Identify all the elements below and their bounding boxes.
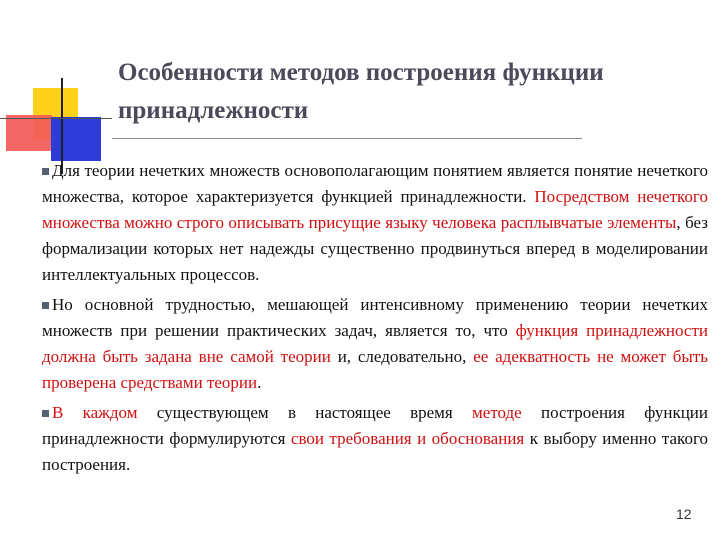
highlighted-text: ее адекватность не может быть проверена средствами теории <box>42 347 708 392</box>
square-bullet-icon <box>42 302 49 309</box>
slide-body <box>42 158 708 482</box>
highlighted-text: Посредством нечеткого множества можно строго описывать присущие языку человека расплывчатые элементы <box>42 187 708 232</box>
text-segment: к выбору именно такого построения. <box>42 429 708 474</box>
highlighted-text: свои требования и обоснования <box>290 429 525 448</box>
decor-horizontal-line <box>0 118 112 119</box>
square-bullet-icon <box>42 168 49 175</box>
paragraph-3 <box>42 400 708 478</box>
title-underline <box>112 138 582 139</box>
text-segment: . <box>257 373 262 392</box>
text-segment: Для теории нечетких множеств основополагающим понятием является понятие нечеткого множества, которое характеризуется функцией принадлежности. <box>42 161 708 206</box>
slide-title: Особенности методов построения функции принадлежности <box>118 59 604 124</box>
highlighted-text: В каждом <box>52 403 138 422</box>
text-segment: построения функции принадлежности формулируются <box>42 403 708 448</box>
highlighted-text: методе <box>472 403 522 422</box>
text-segment: , без формализации которых нет надежды существенно продвинуться вперед в моделировании интеллектуальных процессов. <box>42 213 708 284</box>
square-bullet-icon <box>42 410 49 417</box>
page-number: 12 <box>676 506 692 522</box>
text-segment: существующем в настоящее время <box>137 403 473 422</box>
text-segment: Но основной трудностью, мешающей интенсивному применению теории нечетких множеств при решении практических задач, является то, что <box>42 295 708 340</box>
decor-red-square <box>6 115 52 151</box>
paragraph-2 <box>42 292 708 396</box>
highlighted-text: функция принадлежности должна быть задана вне самой теории <box>42 321 708 366</box>
paragraph-1 <box>42 158 708 288</box>
text-segment: и, следовательно, <box>330 347 474 366</box>
decor-blue-square <box>51 117 101 161</box>
